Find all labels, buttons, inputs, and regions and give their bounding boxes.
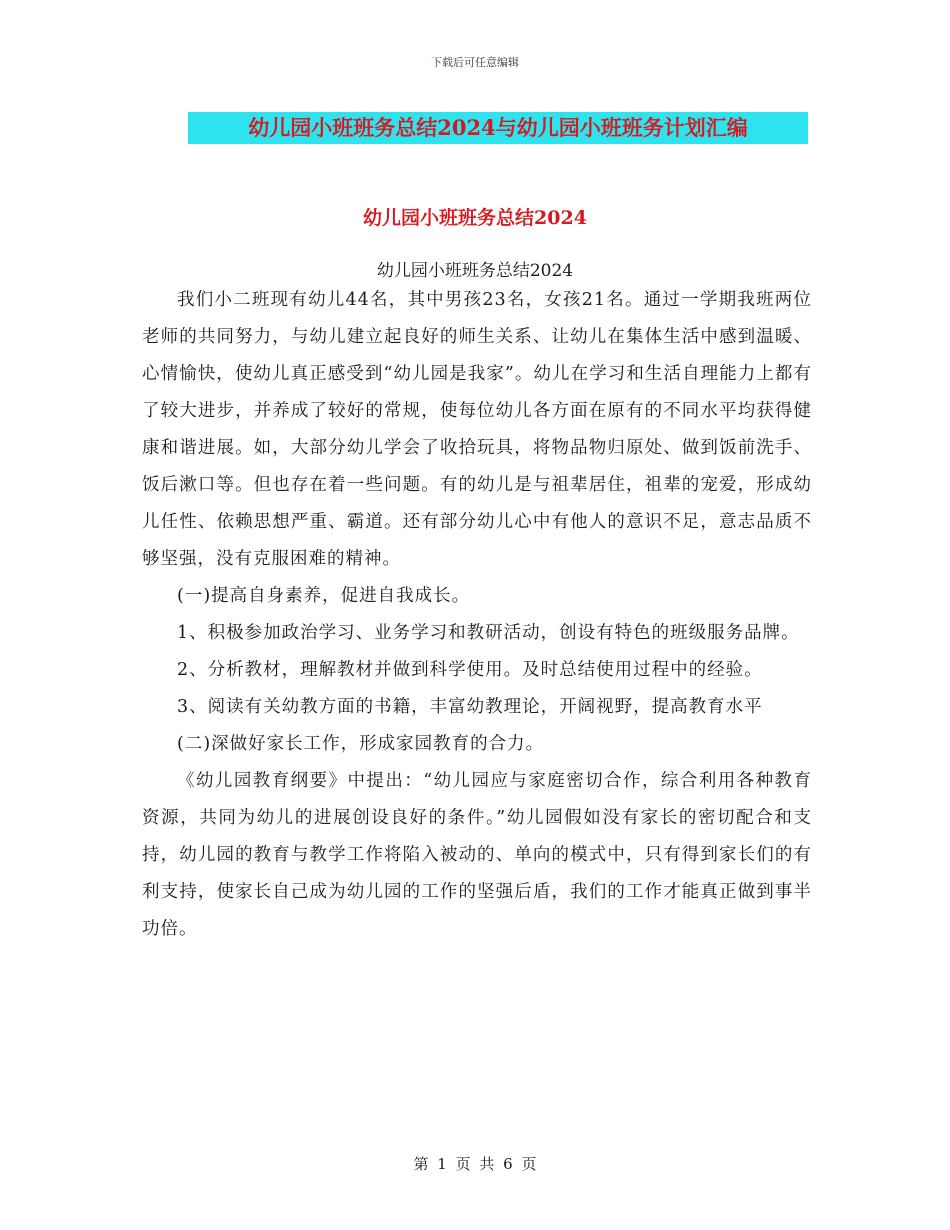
paragraph: 我们小二班现有幼儿44名，其中男孩23名，女孩21名。通过一学期我班两位老师的共同努力，与幼儿建立起良好的师生关系、让幼儿在集体生活中感到温暖、心情愉快，使幼儿真正感受到“幼儿园是我家”。幼儿在学习和生活自理能力上都有了较大进步，并养成了较好的常规，使每位幼儿各方面在原有的不同水平均获得健康和谐进展。如，大部分幼儿学会了收拾玩具，将物品物归原处、做到饭前洗手、饭后漱口等。但也存在着一些问题。有的幼儿是与祖辈居住，祖辈的宠爱，形成幼儿任性、依赖思想严重、霸道。还有部分幼儿心中有他人的意识不足，意志品质不够坚强，没有克服困难的精神。: [142, 290, 812, 569]
header-note: 下载后可任意编辑: [431, 56, 519, 69]
paragraph: 1、积极参加政治学习、业务学习和教研活动，创设有特色的班级服务品牌。: [177, 623, 800, 643]
paragraph: 《幼儿园教育纲要》中提出：“幼儿园应与家庭密切合作，综合利用各种教育资源，共同为幼儿的进展创设良好的条件。”幼儿园假如没有家长的密切配合和支持，幼儿园的教育与教学工作将陷入被动的、单向的模式中，只有得到家长们的有利支持，使家长自己成为幼儿园的工作的坚强后盾，我们的工作才能真正做到事半功倍。: [142, 771, 812, 939]
paragraph: (二)深做好家长工作，形成家园教育的合力。: [177, 734, 545, 754]
page-footer: 第 1 页 共 6 页: [413, 1155, 537, 1173]
document-body: [142, 282, 812, 948]
paragraph: 3、阅读有关幼教方面的书籍，丰富幼教理论，开阔视野，提高教育水平: [177, 697, 763, 717]
paragraph: (一)提高自身素养，促进自我成长。: [177, 586, 471, 606]
section-title: 幼儿园小班班务总结2024: [363, 207, 587, 229]
main-title: 幼儿园小班班务总结2024与幼儿园小班班务计划汇编: [248, 115, 748, 140]
paragraph: 2、分析教材，理解教材并做到科学使用。及时总结使用过程中的经验。: [177, 660, 763, 680]
sub-title: 幼儿园小班班务总结2024: [376, 261, 574, 281]
